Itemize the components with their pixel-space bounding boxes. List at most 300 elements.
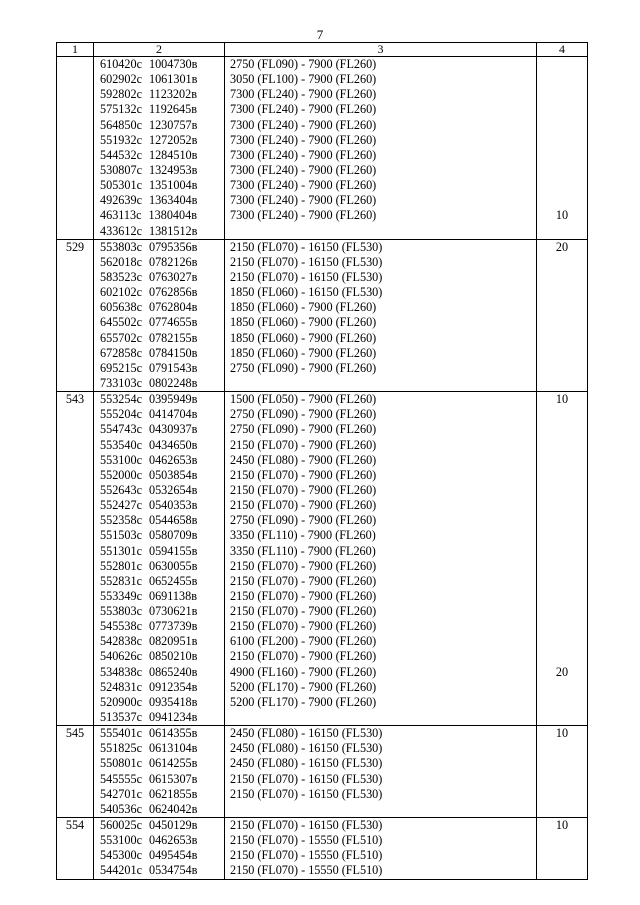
- coordinate-line: [94, 438, 224, 453]
- coordinate-line: [94, 726, 224, 741]
- value-line: [537, 118, 587, 133]
- route-number: 554: [57, 818, 94, 880]
- coordinate-line: [94, 756, 224, 771]
- coordinate-line: [94, 422, 224, 437]
- coordinate-line: [94, 361, 224, 376]
- latitude: 520900c: [100, 694, 142, 709]
- altitude-line: 2150 (FL070) - 16150 (FL530): [230, 771, 383, 786]
- coordinate-line: [94, 863, 224, 878]
- altitude-line: 7300 (FL240) - 7900 (FL260): [230, 147, 377, 162]
- latitude: 550801c: [100, 756, 142, 771]
- altitude-line: 2150 (FL070) - 15550 (FL510): [230, 848, 383, 863]
- latitude: 551825c: [100, 741, 142, 756]
- longitude: 0503854в: [148, 467, 198, 482]
- altitude-line: 1850 (FL060) - 7900 (FL260): [230, 330, 377, 345]
- altitude-line: 2150 (FL070) - 7900 (FL260): [230, 482, 377, 497]
- longitude: 0594155в: [148, 543, 198, 558]
- value-line: [537, 483, 587, 498]
- value-line: [537, 833, 587, 848]
- coordinate-line: [94, 483, 224, 498]
- latitude: 545555c: [100, 771, 142, 786]
- altitude-line: 1850 (FL060) - 7900 (FL260): [230, 300, 377, 315]
- longitude: 1004730в: [148, 57, 198, 71]
- altitude-line: 2450 (FL080) - 7900 (FL260): [230, 452, 377, 467]
- longitude: 0762804в: [148, 300, 198, 315]
- latitude: 553349c: [100, 588, 142, 603]
- altitude-line: [225, 376, 536, 391]
- latitude: 544532c: [100, 147, 142, 162]
- coordinate-line: [94, 528, 224, 543]
- value-line: [537, 163, 587, 178]
- longitude: 1123202в: [148, 87, 197, 102]
- coordinate-line: [94, 376, 224, 391]
- latitude: 555401c: [100, 726, 142, 741]
- value-line: [537, 848, 587, 863]
- longitude: 1230757в: [148, 117, 198, 132]
- value-line: [537, 178, 587, 193]
- longitude: 0652455в: [148, 573, 198, 588]
- longitude: 0782155в: [148, 330, 198, 345]
- altitude-line: 2150 (FL070) - 7900 (FL260): [230, 498, 377, 513]
- coordinate-line: [94, 72, 224, 87]
- longitude: 0614355в: [148, 726, 198, 741]
- longitude: 0495454в: [148, 848, 198, 863]
- altitude-line: 2150 (FL070) - 7900 (FL260): [230, 604, 377, 619]
- value-line: [537, 772, 587, 787]
- latitude: 672858c: [100, 345, 142, 360]
- altitude-line: 3350 (FL110) - 7900 (FL260): [230, 528, 376, 543]
- coordinates-cell: [94, 57, 225, 240]
- value-line: [537, 102, 587, 117]
- value-line: [537, 346, 587, 361]
- latitude: 552831c: [100, 573, 142, 588]
- latitude: 530807c: [100, 162, 142, 177]
- table-row: [57, 392, 588, 726]
- value-line: [537, 559, 587, 574]
- value-line: [537, 407, 587, 422]
- table-row: [57, 726, 588, 818]
- coordinate-line: [94, 695, 224, 710]
- altitude-cell: [225, 239, 537, 391]
- value-line: [537, 741, 587, 756]
- value-line: [537, 756, 587, 771]
- latitude: 602102c: [100, 285, 142, 300]
- latitude: 551301c: [100, 543, 142, 558]
- longitude: 0544658в: [148, 513, 198, 528]
- value-line: [537, 528, 587, 543]
- altitude-line: 2450 (FL080) - 16150 (FL530): [230, 756, 383, 771]
- longitude: 0540353в: [148, 498, 198, 513]
- coordinate-line: [94, 163, 224, 178]
- coordinate-line: [94, 87, 224, 102]
- coordinate-line: [94, 300, 224, 315]
- coordinate-line: [94, 498, 224, 513]
- longitude: 0773739в: [148, 619, 198, 634]
- longitude: 1192645в: [148, 102, 197, 117]
- value-cell: [537, 392, 588, 726]
- coordinate-line: [94, 665, 224, 680]
- value-line: 10: [555, 208, 569, 223]
- longitude: 0762856в: [148, 285, 198, 300]
- altitude-line: 2150 (FL070) - 16150 (FL530): [230, 239, 383, 254]
- value-line: [537, 513, 587, 528]
- value-line: [537, 498, 587, 513]
- latitude: 553254c: [100, 392, 142, 407]
- coordinate-line: [94, 240, 224, 255]
- value-line: [537, 376, 587, 391]
- coordinate-line: [94, 787, 224, 802]
- latitude: 610420c: [100, 57, 142, 71]
- coordinate-line: [94, 178, 224, 193]
- altitude-line: 7300 (FL240) - 7900 (FL260): [230, 132, 377, 147]
- coordinate-line: [94, 589, 224, 604]
- altitude-line: 2450 (FL080) - 16150 (FL530): [230, 741, 383, 756]
- value-line: [537, 468, 587, 483]
- value-line: [537, 148, 587, 163]
- longitude: 0580709в: [148, 528, 198, 543]
- latitude: 540536c: [100, 801, 142, 816]
- coordinates-cell: [94, 726, 225, 818]
- longitude: 0414704в: [148, 407, 198, 422]
- coordinate-line: [94, 680, 224, 695]
- value-line: 10: [555, 818, 569, 833]
- longitude: 0534754в: [148, 863, 198, 878]
- longitude: 0430937в: [148, 422, 198, 437]
- value-line: [537, 57, 587, 72]
- altitude-cell: [225, 726, 537, 818]
- altitude-line: 1850 (FL060) - 7900 (FL260): [230, 315, 377, 330]
- altitude-line: 2150 (FL070) - 15550 (FL510): [230, 833, 383, 848]
- latitude: 553803c: [100, 604, 142, 619]
- longitude: 0935418в: [148, 694, 198, 709]
- altitude-line: 3050 (FL100) - 7900 (FL260): [230, 72, 377, 87]
- longitude: 1272052в: [148, 132, 198, 147]
- value-line: [537, 193, 587, 208]
- coordinate-line: [94, 574, 224, 589]
- latitude: 524831c: [100, 679, 142, 694]
- longitude: 0820951в: [148, 634, 198, 649]
- value-line: [537, 270, 587, 285]
- latitude: 554743c: [100, 422, 142, 437]
- latitude: 505301c: [100, 178, 142, 193]
- latitude: 553100c: [100, 833, 142, 848]
- altitude-line: 7300 (FL240) - 7900 (FL260): [230, 178, 377, 193]
- longitude: 0450129в: [148, 818, 198, 833]
- value-line: [537, 802, 587, 817]
- latitude: 555204c: [100, 407, 142, 422]
- table-row: [57, 818, 588, 880]
- altitude-cell: [225, 57, 537, 240]
- coordinate-line: [94, 148, 224, 163]
- longitude: 1324953в: [148, 162, 198, 177]
- latitude: 433612c: [100, 223, 142, 238]
- header-col-2: 2: [94, 43, 225, 57]
- latitude: 551503c: [100, 528, 142, 543]
- header-col-3: 3: [225, 43, 537, 57]
- table-row: [57, 239, 588, 391]
- value-line: [537, 315, 587, 330]
- coordinate-line: [94, 208, 224, 223]
- value-line: [537, 787, 587, 802]
- latitude: 513537c: [100, 710, 142, 725]
- altitude-line: 7300 (FL240) - 7900 (FL260): [230, 208, 377, 223]
- value-line: [537, 619, 587, 634]
- coordinate-line: [94, 193, 224, 208]
- coordinate-line: [94, 619, 224, 634]
- value-line: 10: [555, 392, 569, 407]
- value-line: [537, 300, 587, 315]
- value-line: [537, 589, 587, 604]
- coordinate-line: [94, 833, 224, 848]
- page-number: 7: [316, 27, 324, 42]
- latitude: 542838c: [100, 634, 142, 649]
- coordinate-line: [94, 346, 224, 361]
- coordinate-line: [94, 224, 224, 239]
- longitude: 0621855в: [148, 786, 198, 801]
- latitude: 553540c: [100, 437, 142, 452]
- altitude-line: 7300 (FL240) - 7900 (FL260): [230, 117, 377, 132]
- altitude-line: [225, 224, 536, 239]
- table-row: [57, 57, 588, 240]
- longitude: 0532654в: [148, 482, 198, 497]
- altitude-line: 7300 (FL240) - 7900 (FL260): [230, 162, 377, 177]
- header-col-4: 4: [537, 43, 588, 57]
- coordinates-cell: [94, 239, 225, 391]
- latitude: 552643c: [100, 482, 142, 497]
- value-line: [537, 544, 587, 559]
- coordinate-line: [94, 848, 224, 863]
- altitude-line: 5200 (FL170) - 7900 (FL260): [230, 694, 377, 709]
- coordinates-cell: [94, 818, 225, 880]
- altitude-line: 2450 (FL080) - 16150 (FL530): [230, 726, 383, 741]
- altitude-line: 3350 (FL110) - 7900 (FL260): [230, 543, 376, 558]
- value-line: [537, 285, 587, 300]
- altitude-line: 2750 (FL090) - 7900 (FL260): [230, 57, 377, 71]
- latitude: 575132c: [100, 102, 142, 117]
- value-line: [537, 422, 587, 437]
- value-line: [537, 87, 587, 102]
- longitude: 1363404в: [148, 193, 198, 208]
- value-line: [537, 710, 587, 725]
- longitude: 0774655в: [148, 315, 198, 330]
- coordinate-line: [94, 392, 224, 407]
- header-col-1: 1: [57, 43, 94, 57]
- coordinate-line: [94, 634, 224, 649]
- latitude: 655702c: [100, 330, 142, 345]
- value-line: [537, 634, 587, 649]
- latitude: 542701c: [100, 786, 142, 801]
- value-line: [537, 255, 587, 270]
- header-row: [57, 43, 588, 57]
- route-number: 543: [57, 392, 94, 726]
- latitude: 552427c: [100, 498, 142, 513]
- coordinate-line: [94, 315, 224, 330]
- altitude-line: 7300 (FL240) - 7900 (FL260): [230, 87, 377, 102]
- coordinate-line: [94, 818, 224, 833]
- altitude-line: 2150 (FL070) - 7900 (FL260): [230, 619, 377, 634]
- altitude-line: 2150 (FL070) - 7900 (FL260): [230, 588, 377, 603]
- value-line: [537, 453, 587, 468]
- altitude-line: 2150 (FL070) - 7900 (FL260): [230, 558, 377, 573]
- altitude-line: 4900 (FL160) - 7900 (FL260): [230, 664, 377, 679]
- longitude: 1284510в: [148, 147, 198, 162]
- route-number: 545: [57, 726, 94, 818]
- coordinate-line: [94, 741, 224, 756]
- latitude: 552358c: [100, 513, 142, 528]
- value-line: [537, 695, 587, 710]
- latitude: 552000c: [100, 467, 142, 482]
- longitude: 0802248в: [148, 375, 198, 390]
- value-line: 20: [555, 664, 569, 679]
- latitude: 553803c: [100, 239, 142, 254]
- coordinate-line: [94, 559, 224, 574]
- value-line: [537, 72, 587, 87]
- coordinate-line: [94, 772, 224, 787]
- coordinate-line: [94, 102, 224, 117]
- altitude-line: [225, 802, 536, 817]
- coordinate-line: [94, 544, 224, 559]
- longitude: 0865240в: [148, 664, 198, 679]
- value-line: [537, 224, 587, 239]
- longitude: 0630055в: [148, 558, 198, 573]
- latitude: 463113c: [100, 208, 142, 223]
- altitude-line: 1850 (FL060) - 16150 (FL530): [230, 285, 383, 300]
- latitude: 553100c: [100, 452, 142, 467]
- longitude: 0795356в: [148, 239, 198, 254]
- coordinate-line: [94, 407, 224, 422]
- coordinate-line: [94, 802, 224, 817]
- coordinate-line: [94, 57, 224, 72]
- coordinate-line: [94, 513, 224, 528]
- longitude: 0614255в: [148, 756, 198, 771]
- latitude: 545300c: [100, 848, 142, 863]
- route-number: [57, 57, 94, 240]
- longitude: 0615307в: [148, 771, 198, 786]
- coordinate-line: [94, 118, 224, 133]
- latitude: 583523c: [100, 269, 142, 284]
- coordinate-line: [94, 710, 224, 725]
- altitude-cell: [225, 392, 537, 726]
- coordinate-line: [94, 331, 224, 346]
- latitude: 605638c: [100, 300, 142, 315]
- latitude: 534838c: [100, 664, 142, 679]
- latitude: 564850c: [100, 117, 142, 132]
- coordinate-line: [94, 133, 224, 148]
- longitude: 0782126в: [148, 254, 198, 269]
- longitude: 0613104в: [148, 741, 198, 756]
- value-line: [537, 133, 587, 148]
- value-line: [537, 361, 587, 376]
- longitude: 1380404в: [148, 208, 197, 223]
- value-line: [537, 863, 587, 878]
- latitude: 544201c: [100, 863, 142, 878]
- latitude: 551932c: [100, 132, 142, 147]
- coordinate-line: [94, 453, 224, 468]
- longitude: 0912354в: [148, 679, 198, 694]
- altitude-line: 2750 (FL090) - 7900 (FL260): [230, 407, 377, 422]
- altitude-line: 7300 (FL240) - 7900 (FL260): [230, 193, 377, 208]
- altitude-line: 6100 (FL200) - 7900 (FL260): [230, 634, 377, 649]
- altitude-line: 2150 (FL070) - 15550 (FL510): [230, 863, 383, 878]
- latitude: 552801c: [100, 558, 142, 573]
- longitude: 0850210в: [148, 649, 198, 664]
- longitude: 0462653в: [148, 452, 198, 467]
- route-table: [56, 42, 588, 880]
- value-line: [537, 438, 587, 453]
- coordinate-line: [94, 285, 224, 300]
- altitude-line: 2150 (FL070) - 7900 (FL260): [230, 573, 377, 588]
- latitude: 592802c: [100, 87, 142, 102]
- value-cell: [537, 726, 588, 818]
- value-line: [537, 574, 587, 589]
- coordinates-cell: [94, 392, 225, 726]
- latitude: 545538c: [100, 619, 142, 634]
- coordinate-line: [94, 468, 224, 483]
- longitude: 0434650в: [148, 437, 198, 452]
- value-line: [537, 604, 587, 619]
- longitude: 0791543в: [148, 360, 198, 375]
- altitude-line: 7300 (FL240) - 7900 (FL260): [230, 102, 377, 117]
- route-number: 529: [57, 239, 94, 391]
- altitude-cell: [225, 818, 537, 880]
- value-cell: [537, 818, 588, 880]
- altitude-line: 2750 (FL090) - 7900 (FL260): [230, 360, 377, 375]
- latitude: 645502c: [100, 315, 142, 330]
- table-body: [57, 57, 588, 880]
- coordinate-line: [94, 255, 224, 270]
- latitude: 733103c: [100, 375, 142, 390]
- longitude: 1061301в: [148, 72, 198, 87]
- altitude-line: 5200 (FL170) - 7900 (FL260): [230, 679, 377, 694]
- longitude: 0395949в: [148, 392, 198, 407]
- altitude-line: 2750 (FL090) - 7900 (FL260): [230, 422, 377, 437]
- value-line: [537, 680, 587, 695]
- latitude: 492639c: [100, 193, 142, 208]
- altitude-line: 2150 (FL070) - 16150 (FL530): [230, 269, 383, 284]
- value-line: 20: [555, 239, 569, 254]
- value-line: [537, 331, 587, 346]
- altitude-line: 2750 (FL090) - 7900 (FL260): [230, 513, 377, 528]
- latitude: 560025c: [100, 818, 142, 833]
- coordinate-line: [94, 649, 224, 664]
- altitude-line: 2150 (FL070) - 16150 (FL530): [230, 254, 383, 269]
- longitude: 0624042в: [148, 801, 198, 816]
- longitude: 1381512в: [148, 223, 198, 238]
- value-cell: [537, 239, 588, 391]
- altitude-line: 1500 (FL050) - 7900 (FL260): [230, 392, 377, 407]
- value-cell: [537, 57, 588, 240]
- altitude-line: [225, 710, 536, 725]
- coordinate-line: [94, 604, 224, 619]
- latitude: 562018c: [100, 254, 142, 269]
- altitude-line: 1850 (FL060) - 7900 (FL260): [230, 345, 377, 360]
- coordinate-line: [94, 270, 224, 285]
- longitude: 0730621в: [148, 604, 198, 619]
- altitude-line: 2150 (FL070) - 7900 (FL260): [230, 467, 377, 482]
- altitude-line: 2150 (FL070) - 16150 (FL530): [230, 786, 383, 801]
- longitude: 0941234в: [148, 710, 198, 725]
- longitude: 0691138в: [148, 588, 197, 603]
- value-line: 10: [555, 726, 569, 741]
- longitude: 0462653в: [148, 833, 198, 848]
- latitude: 695215c: [100, 360, 142, 375]
- altitude-line: 2150 (FL070) - 16150 (FL530): [230, 818, 383, 833]
- longitude: 1351004в: [148, 178, 198, 193]
- longitude: 0763027в: [148, 269, 198, 284]
- latitude: 540626c: [100, 649, 142, 664]
- longitude: 0784150в: [148, 345, 198, 360]
- latitude: 602902c: [100, 72, 142, 87]
